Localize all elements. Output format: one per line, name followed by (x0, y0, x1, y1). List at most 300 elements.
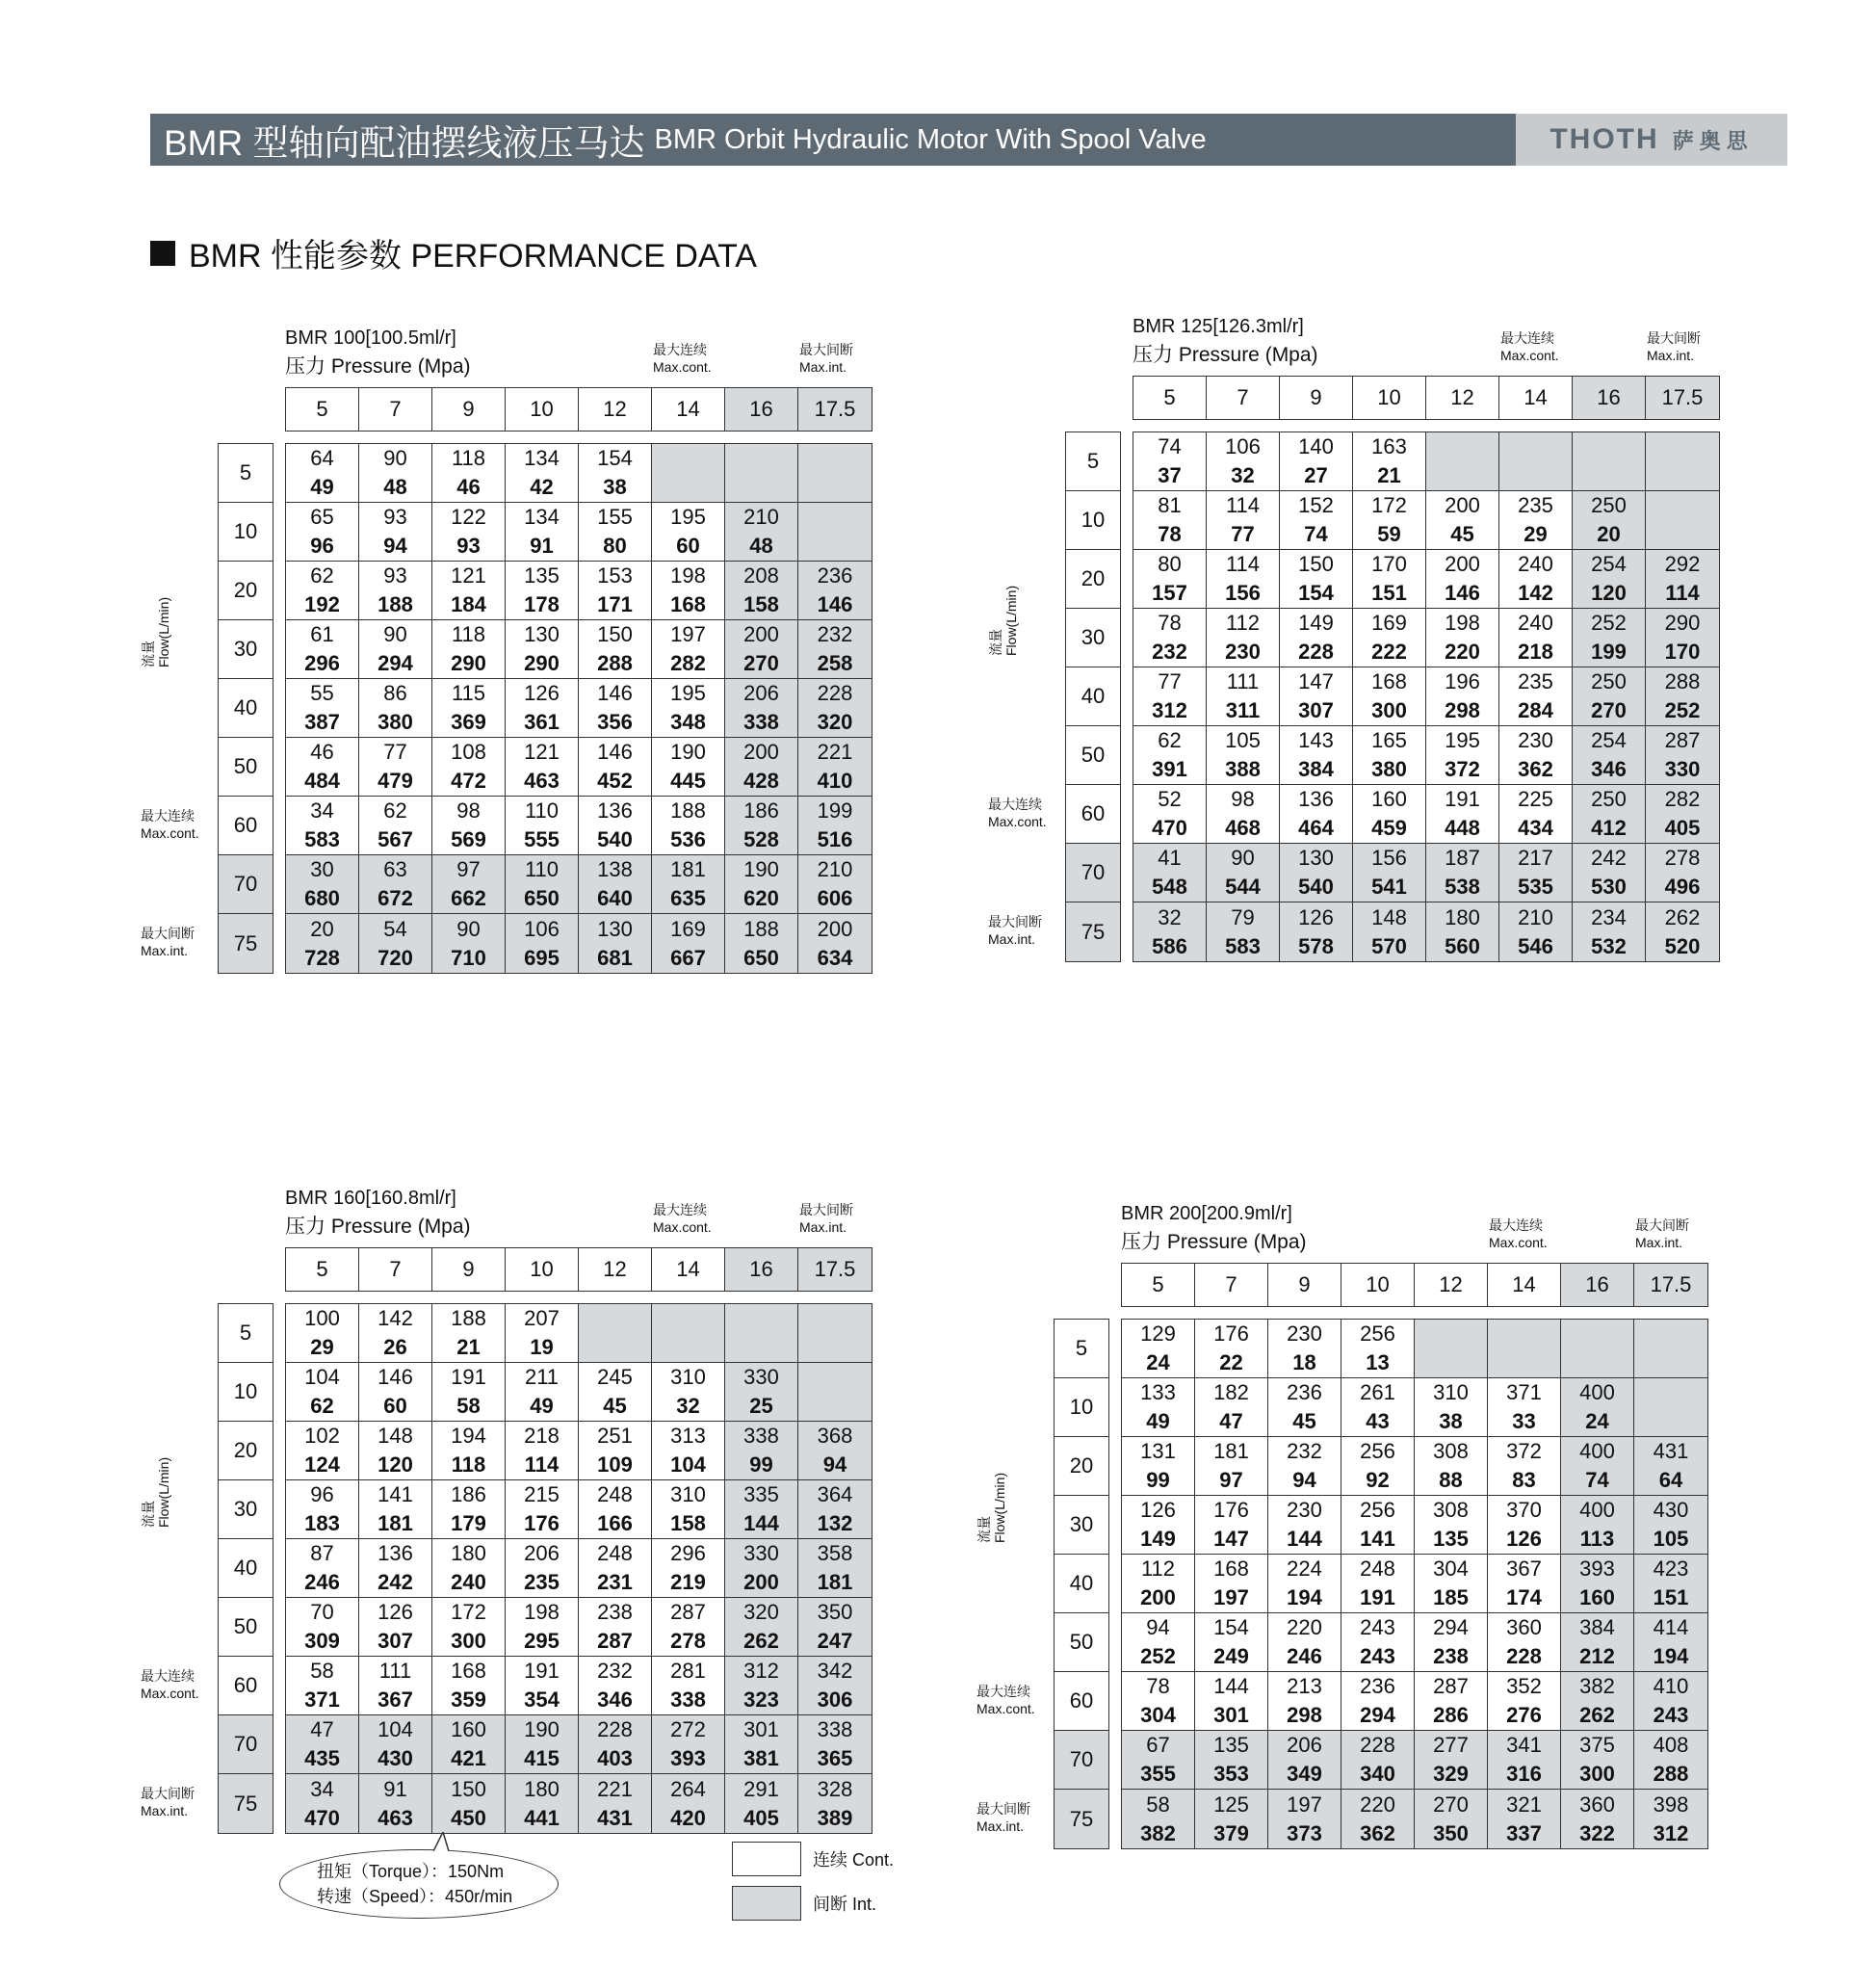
speed-value: 169 (1371, 611, 1407, 635)
data-cell (432, 1774, 506, 1833)
data-cell (1341, 1731, 1415, 1790)
torque-value: 320 (817, 710, 853, 734)
speed-value: 220 (1287, 1615, 1322, 1639)
flow-header-column (218, 443, 273, 974)
speed-value: 250 (1591, 787, 1627, 811)
data-cell (286, 1598, 359, 1657)
max-int-row-en: Max.int. (141, 943, 189, 958)
data-cell (506, 620, 579, 679)
torque-value: 434 (1518, 816, 1553, 840)
torque-value: 445 (670, 769, 706, 793)
torque-value: 288 (597, 651, 633, 675)
speed-value: 256 (1360, 1321, 1395, 1346)
data-cell (1268, 1320, 1341, 1378)
speed-value: 90 (383, 446, 407, 470)
max-cont-row-cn: 最大连续 (141, 1668, 195, 1684)
flow-header-cell: 70 (1055, 1731, 1108, 1790)
data-cell (1415, 1320, 1488, 1378)
data-cell (1573, 667, 1646, 726)
data-cell (432, 620, 506, 679)
speed-value: 121 (524, 740, 560, 764)
torque-value: 94 (822, 1452, 847, 1477)
torque-value: 120 (1591, 581, 1627, 605)
data-cell (1207, 667, 1280, 726)
speed-value: 90 (383, 622, 407, 646)
data-cell (1573, 609, 1646, 667)
pressure-header-cell: 7 (359, 388, 432, 431)
speed-value: 238 (597, 1600, 633, 1624)
speed-value: 288 (1664, 669, 1701, 693)
torque-value: 560 (1445, 933, 1480, 958)
flow-header-cell: 10 (1055, 1378, 1108, 1437)
torque-value: 19 (530, 1335, 554, 1359)
torque-value: 168 (670, 592, 706, 616)
speed-value: 187 (1445, 846, 1480, 870)
data-cell (1268, 1790, 1341, 1848)
data-cell (359, 1480, 432, 1539)
data-cell (1415, 1437, 1488, 1496)
section-title (150, 229, 757, 276)
speed-value: 384 (1579, 1615, 1615, 1639)
speed-value: 135 (1213, 1733, 1249, 1757)
data-cell (359, 503, 432, 562)
speed-value: 330 (743, 1541, 779, 1565)
speed-value: 79 (1231, 904, 1255, 929)
speed-value: 130 (597, 916, 633, 941)
data-cell (798, 797, 872, 855)
torque-value: 230 (1225, 640, 1261, 664)
speed-value: 197 (1287, 1792, 1322, 1817)
data-cell (798, 738, 872, 797)
flow-header-cell: 60 (1066, 785, 1120, 844)
torque-value: 672 (378, 886, 413, 910)
data-cell (286, 738, 359, 797)
legend-int-swatch (732, 1886, 801, 1921)
data-cell (432, 914, 506, 973)
torque-value: 635 (670, 886, 706, 910)
speed-value: 181 (1213, 1439, 1249, 1463)
data-cell (1634, 1320, 1707, 1378)
torque-value: 142 (1518, 581, 1553, 605)
torque-value: 199 (1591, 640, 1627, 664)
torque-value: 349 (1287, 1762, 1322, 1786)
speed-value: 165 (1371, 728, 1407, 752)
data-cell (1561, 1672, 1634, 1731)
speed-value: 200 (1445, 493, 1480, 517)
data-cell (1353, 491, 1426, 550)
data-cell (1280, 785, 1353, 844)
max-cont-en: Max.cont. (653, 359, 712, 375)
max-int-row-en: Max.int. (988, 931, 1036, 947)
speed-value: 230 (1287, 1498, 1322, 1522)
speed-value: 61 (310, 622, 334, 646)
torque-value: 188 (378, 592, 413, 616)
torque-value: 540 (1298, 875, 1334, 899)
flow-header-cell: 40 (219, 679, 273, 738)
max-cont-en: Max.cont. (1489, 1235, 1548, 1250)
speed-value: 115 (451, 681, 486, 705)
legend-int-label: 间断 Int. (813, 1895, 877, 1914)
max-cont-marker (653, 341, 712, 376)
torque-value: 680 (304, 886, 340, 910)
speed-value: 110 (524, 857, 560, 881)
torque-value: 362 (1518, 757, 1553, 781)
speed-value: 197 (670, 622, 706, 646)
speed-value: 195 (1445, 728, 1480, 752)
data-cell (1122, 1672, 1195, 1731)
data-cell (798, 1539, 872, 1598)
speed-value: 262 (1664, 904, 1701, 929)
flow-axis-cn: 流量 (141, 1500, 156, 1528)
data-cell (1341, 1437, 1415, 1496)
speed-value: 367 (1506, 1556, 1542, 1581)
data-cell (1280, 609, 1353, 667)
torque-value: 114 (1665, 581, 1700, 605)
data-cell (359, 855, 432, 914)
data-cell (1133, 432, 1207, 491)
data-cell (1426, 491, 1499, 550)
speed-value: 34 (310, 798, 334, 823)
torque-value: 544 (1225, 875, 1261, 899)
data-cell (1573, 491, 1646, 550)
data-cell (1499, 491, 1573, 550)
speed-value: 198 (1445, 611, 1480, 635)
torque-value: 312 (1653, 1820, 1689, 1845)
speed-value: 143 (1298, 728, 1334, 752)
data-cell (432, 1598, 506, 1657)
flow-header-cell: 60 (219, 797, 273, 855)
data-cell (579, 1774, 652, 1833)
data-cell (1499, 550, 1573, 609)
data-cell (1207, 785, 1280, 844)
flow-header-cell: 50 (219, 738, 273, 797)
torque-value: 316 (1506, 1762, 1542, 1786)
data-cell (1646, 726, 1719, 785)
torque-value: 634 (817, 945, 853, 970)
speed-value: 310 (1433, 1380, 1469, 1404)
torque-value: 354 (524, 1687, 560, 1712)
data-cell (1268, 1378, 1341, 1437)
torque-value: 284 (1518, 698, 1553, 722)
flow-axis-label (141, 596, 171, 667)
torque-value: 191 (1360, 1585, 1395, 1609)
max-cont-row-marker (141, 1667, 199, 1702)
data-cell (1195, 1672, 1268, 1731)
data-cell (1415, 1378, 1488, 1437)
data-cell (1133, 550, 1207, 609)
data-cell (506, 738, 579, 797)
flow-header-cell: 10 (219, 503, 273, 562)
speed-value: 236 (1287, 1380, 1322, 1404)
speed-value: 144 (1213, 1674, 1249, 1698)
torque-value: 83 (1512, 1468, 1536, 1492)
note-pointer-icon (433, 1832, 453, 1851)
torque-value: 157 (1152, 581, 1187, 605)
data-cell (1280, 902, 1353, 961)
speed-value: 136 (1298, 787, 1334, 811)
torque-value: 219 (670, 1570, 706, 1594)
flow-header-cell: 30 (219, 1480, 273, 1539)
flow-header-cell: 60 (1055, 1672, 1108, 1731)
brand-logo (1516, 114, 1787, 166)
speed-value: 190 (524, 1717, 560, 1741)
speed-value: 281 (670, 1659, 706, 1683)
speed-value: 186 (743, 798, 779, 823)
speed-value: 330 (743, 1365, 779, 1389)
data-cell (1341, 1378, 1415, 1437)
speed-value: 74 (1158, 434, 1182, 458)
data-cell (432, 679, 506, 738)
data-cell (1341, 1320, 1415, 1378)
data-cell (652, 1539, 725, 1598)
speed-value: 172 (451, 1600, 486, 1624)
speed-value: 97 (456, 857, 481, 881)
torque-value: 290 (451, 651, 486, 675)
speed-value: 106 (524, 916, 560, 941)
speed-value: 46 (310, 740, 334, 764)
data-cell (1415, 1555, 1488, 1613)
speed-value: 371 (1506, 1380, 1542, 1404)
torque-value: 144 (743, 1511, 779, 1535)
speed-value: 206 (743, 681, 779, 705)
torque-value: 290 (524, 651, 560, 675)
torque-value: 640 (597, 886, 633, 910)
flow-header-cell: 70 (219, 1715, 273, 1774)
speed-value: 154 (1213, 1615, 1249, 1639)
flow-header-cell: 50 (219, 1598, 273, 1657)
data-cell (1646, 785, 1719, 844)
speed-value: 200 (743, 622, 779, 646)
torque-value: 353 (1213, 1762, 1249, 1786)
data-cell (725, 914, 798, 973)
logo-cn-text: 萨奥思 (1672, 128, 1754, 153)
max-cont-row-cn: 最大连续 (141, 808, 195, 824)
torque-value: 470 (1152, 816, 1187, 840)
data-cell (652, 1598, 725, 1657)
data-cell (1488, 1496, 1561, 1555)
torque-value: 329 (1433, 1762, 1469, 1786)
torque-value: 362 (1360, 1820, 1395, 1845)
data-cell (652, 503, 725, 562)
torque-value: 393 (670, 1746, 706, 1770)
data-cell (432, 503, 506, 562)
data-cell (1133, 902, 1207, 961)
pressure-header-cell: 10 (1353, 377, 1426, 419)
speed-value: 114 (1225, 493, 1261, 517)
speed-value: 321 (1506, 1792, 1542, 1817)
speed-value: 210 (817, 857, 853, 881)
speed-value: 191 (451, 1365, 486, 1389)
torque-value: 235 (524, 1570, 560, 1594)
data-cell (1207, 491, 1280, 550)
torque-value: 452 (597, 769, 633, 793)
torque-value: 158 (743, 592, 779, 616)
speed-value: 256 (1360, 1498, 1395, 1522)
data-cell (798, 679, 872, 738)
data-cell (579, 738, 652, 797)
flow-axis-label (988, 585, 1019, 655)
torque-value: 33 (1512, 1409, 1536, 1433)
torque-value: 431 (597, 1805, 633, 1830)
flow-header-cell: 20 (219, 1422, 273, 1480)
speed-value: 190 (743, 857, 779, 881)
note-speed: 转速（Speed）：450r/min (317, 1887, 513, 1906)
max-cont-en: Max.cont. (653, 1219, 712, 1235)
speed-value: 188 (451, 1306, 486, 1330)
speed-value: 80 (1158, 552, 1182, 576)
data-cell (579, 1598, 652, 1657)
data-cell (652, 1304, 725, 1363)
data-cell (1646, 550, 1719, 609)
speed-value: 111 (378, 1659, 412, 1683)
max-int-marker (799, 1201, 853, 1236)
speed-value: 364 (817, 1482, 853, 1506)
logo-text: THOTH (1550, 123, 1659, 155)
data-cell (1195, 1437, 1268, 1496)
torque-value: 38 (1439, 1409, 1463, 1433)
data-cell (286, 1539, 359, 1598)
pressure-label: 压力 Pressure (Mpa) (1133, 344, 1318, 366)
torque-value: 47 (1219, 1409, 1243, 1433)
max-cont-marker (1489, 1216, 1548, 1251)
torque-value: 158 (670, 1511, 706, 1535)
pressure-header-cell: 9 (1268, 1264, 1341, 1306)
speed-value: 136 (597, 798, 633, 823)
data-cell (1646, 491, 1719, 550)
data-cell (1353, 667, 1426, 726)
data-cell (359, 914, 432, 973)
torque-value: 323 (743, 1687, 779, 1712)
data-cell (725, 1657, 798, 1715)
data-cell (725, 620, 798, 679)
torque-value: 356 (597, 710, 633, 734)
max-int-row-marker (977, 1800, 1030, 1835)
torque-value: 197 (1213, 1585, 1249, 1609)
data-cell (579, 914, 652, 973)
data-cell (1561, 1437, 1634, 1496)
speed-value: 240 (1518, 552, 1553, 576)
speed-value: 169 (670, 916, 706, 941)
speed-value: 180 (451, 1541, 486, 1565)
max-int-en: Max.int. (799, 1219, 847, 1235)
data-cell (579, 1715, 652, 1774)
torque-value: 114 (524, 1452, 560, 1477)
pressure-header-cell: 17.5 (798, 388, 872, 431)
max-int-row-cn: 最大间断 (988, 914, 1042, 929)
torque-value: 606 (817, 886, 853, 910)
data-cell (1561, 1731, 1634, 1790)
torque-value: 538 (1445, 875, 1480, 899)
speed-value: 308 (1433, 1498, 1469, 1522)
speed-value: 136 (378, 1541, 413, 1565)
data-cell (432, 1657, 506, 1715)
pressure-header-cell: 5 (286, 388, 359, 431)
torque-value: 288 (1653, 1762, 1689, 1786)
torque-value: 380 (378, 710, 413, 734)
data-cell (725, 1304, 798, 1363)
data-cell (1133, 726, 1207, 785)
flow-header-cell: 30 (219, 620, 273, 679)
speed-value: 111 (1226, 669, 1260, 693)
speed-value: 64 (310, 446, 334, 470)
speed-value: 200 (817, 916, 853, 941)
speed-value: 210 (1518, 904, 1553, 929)
speed-value: 278 (1664, 846, 1701, 870)
speed-value: 210 (743, 505, 779, 529)
data-cell (1195, 1320, 1268, 1378)
torque-value: 307 (1298, 698, 1334, 722)
data-cell (1415, 1613, 1488, 1672)
data-cell (1488, 1437, 1561, 1496)
speed-value: 312 (743, 1659, 779, 1683)
data-cell (725, 679, 798, 738)
speed-value: 301 (743, 1717, 779, 1741)
torque-value: 298 (1287, 1703, 1322, 1727)
speed-value: 198 (670, 563, 706, 588)
speed-value: 140 (1298, 434, 1334, 458)
data-cell (725, 562, 798, 620)
data-cell (1426, 609, 1499, 667)
torque-value: 720 (378, 945, 413, 970)
torque-value: 728 (304, 945, 340, 970)
speed-value: 86 (383, 681, 407, 705)
data-cell (359, 562, 432, 620)
data-cell (798, 503, 872, 562)
data-cell (1280, 550, 1353, 609)
torque-value: 92 (1366, 1468, 1390, 1492)
torque-value: 58 (456, 1394, 481, 1418)
speed-value: 206 (1287, 1733, 1322, 1757)
speed-value: 370 (1506, 1498, 1542, 1522)
torque-value: 307 (378, 1629, 413, 1653)
torque-value: 21 (456, 1335, 481, 1359)
torque-value: 294 (1360, 1703, 1395, 1727)
data-cell (1634, 1731, 1707, 1790)
speed-value: 251 (597, 1424, 633, 1448)
data-cell (506, 503, 579, 562)
torque-value: 126 (1506, 1527, 1542, 1551)
torque-value: 464 (1298, 816, 1334, 840)
torque-value: 405 (1664, 816, 1701, 840)
max-int-cn: 最大间断 (1635, 1217, 1689, 1233)
speed-value: 188 (670, 798, 706, 823)
torque-value: 262 (743, 1629, 779, 1653)
data-cell (359, 1715, 432, 1774)
speed-value: 150 (451, 1776, 486, 1801)
torque-value: 472 (451, 769, 486, 793)
torque-value: 530 (1591, 875, 1627, 899)
data-cell (798, 1657, 872, 1715)
speed-value: 168 (451, 1659, 486, 1683)
speed-value: 254 (1591, 728, 1627, 752)
torque-value: 410 (817, 769, 853, 793)
torque-value: 42 (530, 475, 554, 499)
pressure-header-cell: 9 (1280, 377, 1353, 419)
max-cont-cn: 最大连续 (653, 1202, 707, 1217)
data-cell (1426, 550, 1499, 609)
speed-value: 180 (524, 1776, 560, 1801)
torque-value: 586 (1152, 933, 1187, 958)
speed-value: 270 (1433, 1792, 1469, 1817)
torque-value: 21 (1377, 463, 1401, 487)
data-cell (359, 679, 432, 738)
speed-value: 200 (1445, 552, 1480, 576)
torque-value: 174 (1506, 1585, 1542, 1609)
flow-header-cell: 5 (1055, 1320, 1108, 1378)
torque-value: 20 (1597, 522, 1621, 546)
data-cell (506, 1363, 579, 1422)
data-cell (506, 1598, 579, 1657)
